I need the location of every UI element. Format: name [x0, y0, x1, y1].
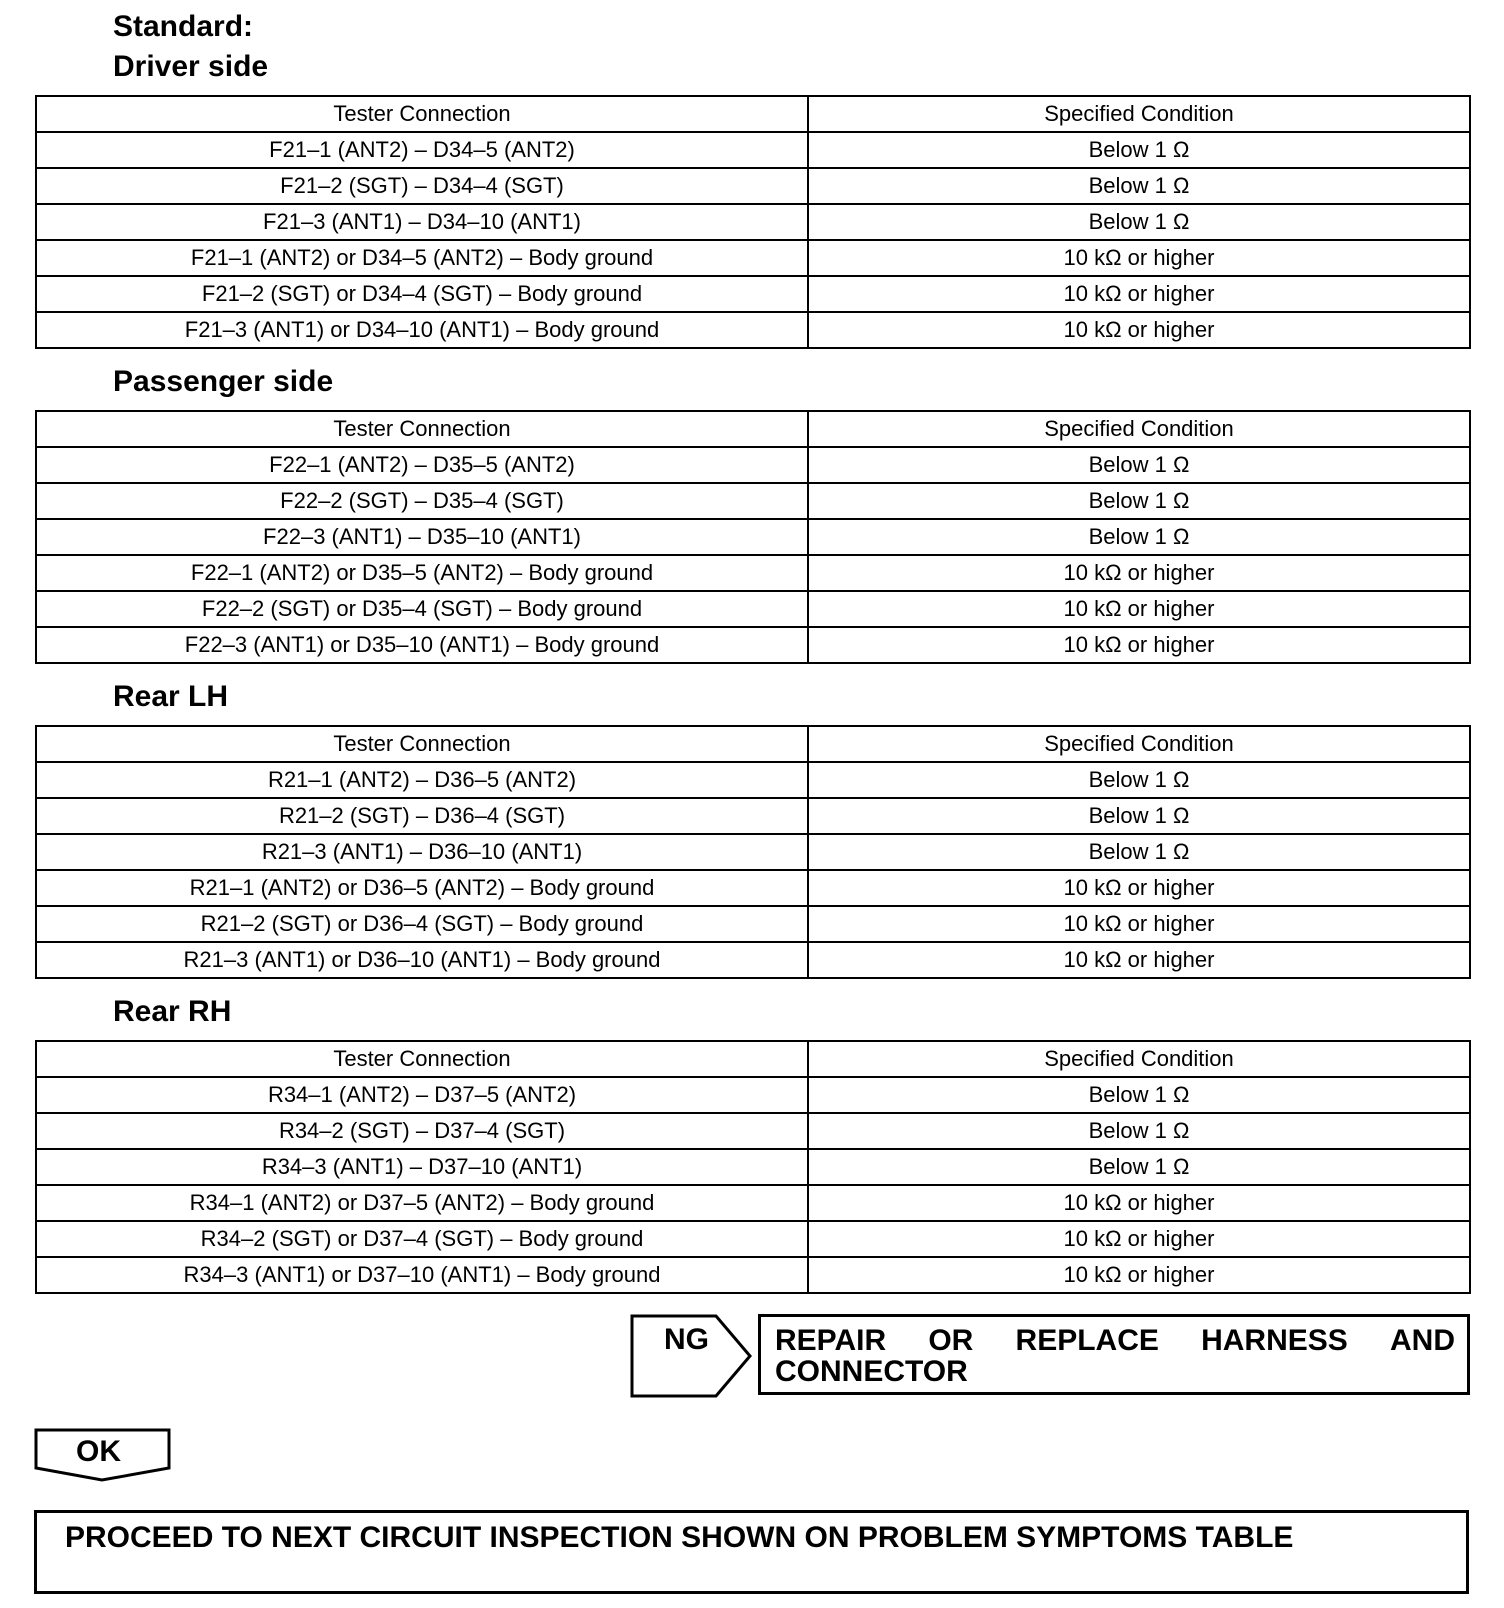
standard-label: Standard: [113, 10, 254, 43]
table-row [36, 1221, 1470, 1257]
condition-cell: 10 kΩ or higher [808, 555, 1470, 591]
table-row [36, 762, 1470, 798]
table-row [36, 168, 1470, 204]
condition-cell: Below 1 Ω [808, 204, 1470, 240]
connection-cell: F22–1 (ANT2) – D35–5 (ANT2) [36, 447, 808, 483]
connection-cell: R21–2 (SGT) – D36–4 (SGT) [36, 798, 808, 834]
table-row [36, 1113, 1470, 1149]
connection-cell: F22–3 (ANT1) – D35–10 (ANT1) [36, 519, 808, 555]
section-title-passenger-side: Passenger side [113, 365, 334, 398]
rear-lh-table [35, 725, 1471, 979]
ng-action-line1 [775, 1325, 1455, 1356]
passenger-side-table [35, 410, 1471, 664]
header-specified-condition: Specified Condition [808, 726, 1470, 762]
connection-cell: F22–3 (ANT1) or D35–10 (ANT1) – Body ground [36, 627, 808, 663]
connection-cell: R21–1 (ANT2) or D36–5 (ANT2) – Body ground [36, 870, 808, 906]
condition-cell: Below 1 Ω [808, 168, 1470, 204]
connection-cell: R21–2 (SGT) or D36–4 (SGT) – Body ground [36, 906, 808, 942]
connection-cell: F21–2 (SGT) or D34–4 (SGT) – Body ground [36, 276, 808, 312]
table-header-row [36, 96, 1470, 132]
table-row [36, 240, 1470, 276]
section-title-rear-lh: Rear LH [113, 680, 229, 713]
connection-cell: R34–3 (ANT1) – D37–10 (ANT1) [36, 1149, 808, 1185]
ok-label: OK [76, 1435, 121, 1468]
section-title-driver-side: Driver side [113, 50, 269, 83]
condition-cell: 10 kΩ or higher [808, 942, 1470, 978]
condition-cell: Below 1 Ω [808, 519, 1470, 555]
connection-cell: R34–1 (ANT2) or D37–5 (ANT2) – Body ground [36, 1185, 808, 1221]
condition-cell: 10 kΩ or higher [808, 870, 1470, 906]
final-action-text: PROCEED TO NEXT CIRCUIT INSPECTION SHOWN ON PROBLEM SYMPTOMS TABLE [65, 1521, 1294, 1554]
driver-side-table [35, 95, 1471, 349]
ng-action-word: REPLACE [1015, 1324, 1159, 1357]
connection-cell: R21–1 (ANT2) – D36–5 (ANT2) [36, 762, 808, 798]
rear-rh-table [35, 1040, 1471, 1294]
condition-cell: 10 kΩ or higher [808, 627, 1470, 663]
table-row [36, 555, 1470, 591]
table-header-row [36, 1041, 1470, 1077]
table-row [36, 312, 1470, 348]
table-row [36, 132, 1470, 168]
connection-cell: F22–1 (ANT2) or D35–5 (ANT2) – Body ground [36, 555, 808, 591]
table-row [36, 483, 1470, 519]
table-row [36, 906, 1470, 942]
condition-cell: 10 kΩ or higher [808, 276, 1470, 312]
table-header-row [36, 726, 1470, 762]
table-row [36, 834, 1470, 870]
connection-cell: F21–3 (ANT1) or D34–10 (ANT1) – Body ground [36, 312, 808, 348]
condition-cell: 10 kΩ or higher [808, 591, 1470, 627]
table-row [36, 519, 1470, 555]
condition-cell: Below 1 Ω [808, 798, 1470, 834]
connection-cell: R34–1 (ANT2) – D37–5 (ANT2) [36, 1077, 808, 1113]
condition-cell: 10 kΩ or higher [808, 1257, 1470, 1293]
header-tester-connection: Tester Connection [36, 96, 808, 132]
table-row [36, 942, 1470, 978]
ng-action-word: REPAIR [775, 1324, 887, 1357]
condition-cell: 10 kΩ or higher [808, 1221, 1470, 1257]
condition-cell: 10 kΩ or higher [808, 312, 1470, 348]
condition-cell: Below 1 Ω [808, 762, 1470, 798]
connection-cell: R21–3 (ANT1) – D36–10 (ANT1) [36, 834, 808, 870]
table-row [36, 1257, 1470, 1293]
condition-cell: 10 kΩ or higher [808, 906, 1470, 942]
ng-action-line2: CONNECTOR [775, 1355, 968, 1388]
header-tester-connection: Tester Connection [36, 411, 808, 447]
ng-action-box [758, 1314, 1470, 1395]
connection-cell: F21–1 (ANT2) or D34–5 (ANT2) – Body ground [36, 240, 808, 276]
table-row [36, 627, 1470, 663]
connection-cell: R21–3 (ANT1) or D36–10 (ANT1) – Body ground [36, 942, 808, 978]
table-row [36, 1185, 1470, 1221]
ng-action-word: AND [1390, 1324, 1455, 1357]
condition-cell: 10 kΩ or higher [808, 1185, 1470, 1221]
table-row [36, 1077, 1470, 1113]
table-header-row [36, 411, 1470, 447]
connection-cell: R34–2 (SGT) – D37–4 (SGT) [36, 1113, 808, 1149]
header-specified-condition: Specified Condition [808, 96, 1470, 132]
condition-cell: Below 1 Ω [808, 834, 1470, 870]
table-row [36, 204, 1470, 240]
header-tester-connection: Tester Connection [36, 1041, 808, 1077]
header-specified-condition: Specified Condition [808, 411, 1470, 447]
table-row [36, 1149, 1470, 1185]
condition-cell: Below 1 Ω [808, 447, 1470, 483]
condition-cell: Below 1 Ω [808, 132, 1470, 168]
connection-cell: F21–1 (ANT2) – D34–5 (ANT2) [36, 132, 808, 168]
connection-cell: R34–3 (ANT1) or D37–10 (ANT1) – Body ground [36, 1257, 808, 1293]
connection-cell: R34–2 (SGT) or D37–4 (SGT) – Body ground [36, 1221, 808, 1257]
condition-cell: 10 kΩ or higher [808, 240, 1470, 276]
table-row [36, 870, 1470, 906]
table-row [36, 798, 1470, 834]
header-specified-condition: Specified Condition [808, 1041, 1470, 1077]
table-row [36, 276, 1470, 312]
connection-cell: F22–2 (SGT) or D35–4 (SGT) – Body ground [36, 591, 808, 627]
connection-cell: F21–3 (ANT1) – D34–10 (ANT1) [36, 204, 808, 240]
condition-cell: Below 1 Ω [808, 1113, 1470, 1149]
connection-cell: F22–2 (SGT) – D35–4 (SGT) [36, 483, 808, 519]
header-tester-connection: Tester Connection [36, 726, 808, 762]
table-row [36, 447, 1470, 483]
condition-cell: Below 1 Ω [808, 1149, 1470, 1185]
condition-cell: Below 1 Ω [808, 1077, 1470, 1113]
ng-action-word: OR [928, 1324, 974, 1357]
ng-action-word: HARNESS [1201, 1324, 1348, 1357]
condition-cell: Below 1 Ω [808, 483, 1470, 519]
table-row [36, 591, 1470, 627]
final-action-box [34, 1510, 1469, 1594]
ng-label: NG [664, 1323, 709, 1356]
section-title-rear-rh: Rear RH [113, 995, 232, 1028]
connection-cell: F21–2 (SGT) – D34–4 (SGT) [36, 168, 808, 204]
